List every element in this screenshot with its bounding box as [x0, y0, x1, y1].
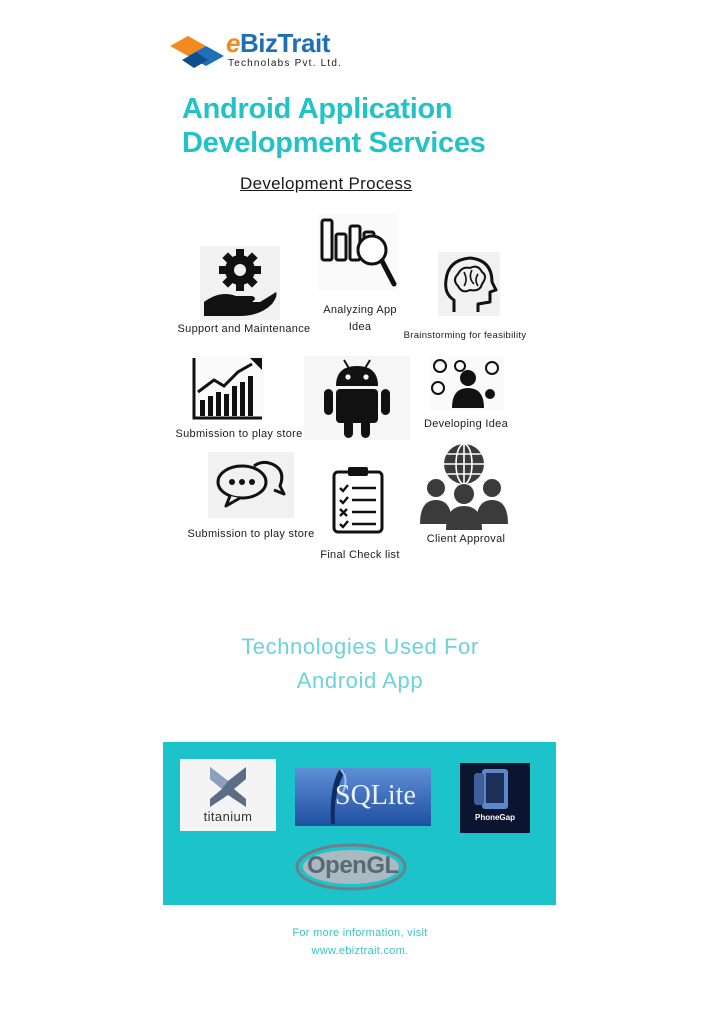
- analytics-search-icon: [318, 214, 398, 290]
- step-label-client-approval: Client Approval: [426, 533, 506, 545]
- brand-wordmark: eBizTrait: [226, 28, 330, 58]
- step-label-brainstorming: Brainstorming for feasibility: [403, 330, 527, 341]
- website-link[interactable]: www.ebiztrait.com.: [311, 945, 409, 957]
- opengl-logo: OpenGL: [295, 841, 425, 893]
- step-label-support: Support and Maintenance: [177, 323, 311, 335]
- idea-bulbs-icon: [430, 356, 504, 410]
- phonegap-logo: PhoneGap: [460, 763, 530, 833]
- checklist-icon: [328, 464, 388, 536]
- sqlite-logo: SQLite: [295, 768, 431, 826]
- step-label-submission-2: Submission to play store: [187, 528, 315, 540]
- technologies-heading: Technologies Used For Android App: [241, 634, 479, 693]
- brain-head-icon: [438, 252, 500, 316]
- gear-hand-icon: [200, 246, 280, 320]
- android-robot-icon: [304, 356, 410, 440]
- titanium-logo: titanium: [180, 759, 276, 831]
- step-label-analyzing: Analyzing App Idea: [323, 304, 397, 333]
- step-label-developing: Developing Idea: [423, 418, 508, 430]
- brand-mark-icon: [168, 32, 226, 74]
- section-subtitle: Development Process: [240, 174, 412, 193]
- brand-logo: [168, 28, 368, 74]
- page-title: Android Application Development Services: [182, 93, 486, 159]
- technologies-panel: [163, 742, 556, 905]
- footer-info: For more information, visit www.ebiztrait.com.: [0, 924, 720, 960]
- growth-chart-icon: [192, 356, 264, 420]
- chat-bubbles-icon: [208, 452, 294, 518]
- brand-tagline: Technolabs Pvt. Ltd.: [228, 58, 343, 69]
- global-team-icon: [418, 442, 510, 530]
- step-label-submission-1: Submission to play store: [175, 428, 303, 440]
- step-label-final-check: Final Check list: [320, 549, 400, 561]
